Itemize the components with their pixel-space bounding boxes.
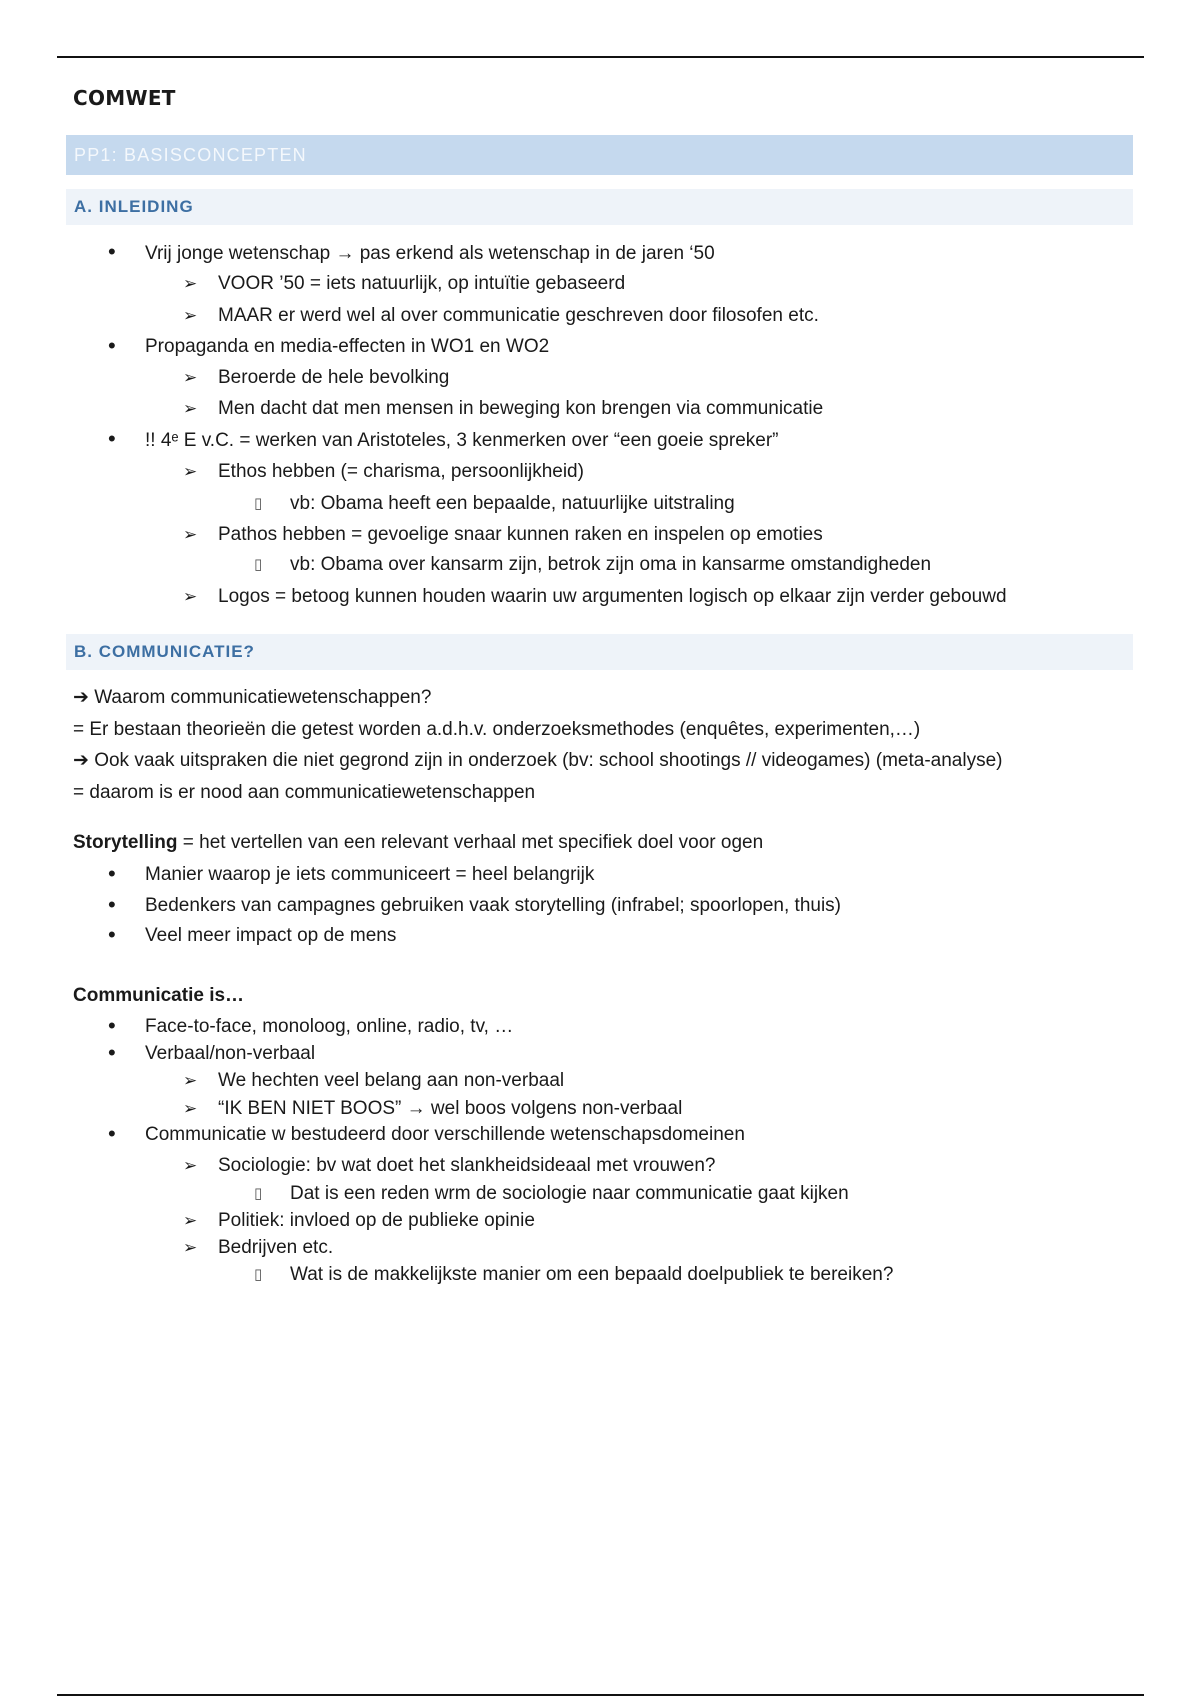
arrowhead-bullet-icon: ➢	[183, 1238, 198, 1257]
heading-section-b: B. COMMUNICATIE?	[66, 634, 1133, 670]
intro-line: = Er bestaan theorieën die getest worden a.d.h.v. onderzoeksmethodes (enquêtes, experimenten,…)	[73, 719, 921, 740]
list-item: Sociologie: bv wat doet het slankheidsideaal met vrouwen?	[218, 1155, 716, 1176]
list-item: Communicatie w bestudeerd door verschillende wetenschapsdomeinen	[145, 1124, 745, 1145]
top-rule	[57, 56, 1144, 58]
list-item: Veel meer impact op de mens	[145, 925, 397, 946]
intro-line: ➔ Ook vaak uitspraken die niet gegrond zijn in onderzoek (bv: school shootings // videogames) (meta-analyse)	[73, 750, 1003, 771]
square-bullet-icon: ▯	[254, 556, 263, 573]
list-item: Propaganda en media-effecten in WO1 en WO2	[145, 336, 550, 357]
list-item: Vrij jonge wetenschap → pas erkend als wetenschap in de jaren ‘50	[145, 243, 715, 264]
list-item: Verbaal/non-verbaal	[145, 1043, 316, 1064]
list-item: Face-to-face, monoloog, online, radio, tv, …	[145, 1016, 514, 1037]
square-bullet-icon: ▯	[254, 1266, 263, 1283]
arrowhead-bullet-icon: ➢	[183, 1071, 198, 1090]
bullet-dot-icon: •	[108, 922, 116, 947]
arrowhead-bullet-icon: ➢	[183, 1156, 198, 1175]
list-item: VOOR ’50 = iets natuurlijk, op intuïtie gebaseerd	[218, 273, 626, 294]
arrowhead-bullet-icon: ➢	[183, 525, 198, 544]
list-item: We hechten veel belang aan non-verbaal	[218, 1070, 565, 1091]
arrowhead-bullet-icon: ➢	[183, 587, 198, 606]
bullet-dot-icon: •	[108, 333, 116, 358]
arrowhead-bullet-icon: ➢	[183, 462, 198, 481]
list-item: Bedenkers van campagnes gebruiken vaak storytelling (infrabel; spoorlopen, thuis)	[145, 895, 842, 916]
bottom-rule	[57, 1694, 1144, 1696]
arrowhead-bullet-icon: ➢	[183, 368, 198, 387]
communicatie-is-label: Communicatie is…	[73, 985, 245, 1006]
list-item: Logos = betoog kunnen houden waarin uw argumenten logisch op elkaar zijn verder gebouwd	[218, 586, 1007, 607]
bullet-dot-icon: •	[108, 1040, 116, 1065]
bullet-dot-icon: •	[108, 892, 116, 917]
heading-section-a: A. INLEIDING	[66, 189, 1133, 225]
list-item: Beroerde de hele bevolking	[218, 367, 450, 388]
list-item: vb: Obama over kansarm zijn, betrok zijn oma in kansarme omstandigheden	[290, 554, 932, 575]
arrowhead-bullet-icon: ➢	[183, 306, 198, 325]
bullet-dot-icon: •	[108, 426, 116, 451]
intro-line: = daarom is er nood aan communicatiewetenschappen	[73, 782, 536, 803]
list-item: Pathos hebben = gevoelige snaar kunnen raken en inspelen op emoties	[218, 524, 823, 545]
square-bullet-icon: ▯	[254, 1185, 263, 1202]
bullet-dot-icon: •	[108, 861, 116, 886]
storytelling-def-text: = het vertellen van een relevant verhaal met specifiek doel voor ogen	[177, 832, 764, 853]
arrowhead-bullet-icon: ➢	[183, 1099, 198, 1118]
list-item: Wat is de makkelijkste manier om een bepaald doelpubliek te bereiken?	[290, 1264, 894, 1285]
document-title: COMWET	[73, 86, 176, 110]
list-item: Bedrijven etc.	[218, 1237, 334, 1258]
arrowhead-bullet-icon: ➢	[183, 1211, 198, 1230]
storytelling-term: Storytelling	[73, 832, 178, 853]
list-item: Manier waarop je iets communiceert = heel belangrijk	[145, 864, 595, 885]
arrowhead-bullet-icon: ➢	[183, 274, 198, 293]
storytelling-definition	[73, 831, 763, 855]
list-item: vb: Obama heeft een bepaalde, natuurlijke uitstraling	[290, 493, 735, 514]
bullet-dot-icon: •	[108, 239, 116, 264]
list-item: !! 4ᵉ E v.C. = werken van Aristoteles, 3 kenmerken over “een goeie spreker”	[145, 430, 779, 451]
list-item: Politiek: invloed op de publieke opinie	[218, 1210, 535, 1231]
bullet-dot-icon: •	[108, 1013, 116, 1038]
list-item: Dat is een reden wrm de sociologie naar communicatie gaat kijken	[290, 1183, 849, 1204]
list-item: Men dacht dat men mensen in beweging kon brengen via communicatie	[218, 398, 824, 419]
heading-pp1: PP1: BASISCONCEPTEN	[66, 135, 1133, 175]
list-item: “IK BEN NIET BOOS” → wel boos volgens non-verbaal	[218, 1098, 683, 1119]
list-item: MAAR er werd wel al over communicatie geschreven door filosofen etc.	[218, 305, 819, 326]
list-item: Ethos hebben (= charisma, persoonlijkheid)	[218, 461, 584, 482]
intro-line: ➔ Waarom communicatiewetenschappen?	[73, 687, 432, 708]
arrowhead-bullet-icon: ➢	[183, 399, 198, 418]
bullet-dot-icon: •	[108, 1121, 116, 1146]
square-bullet-icon: ▯	[254, 495, 263, 512]
